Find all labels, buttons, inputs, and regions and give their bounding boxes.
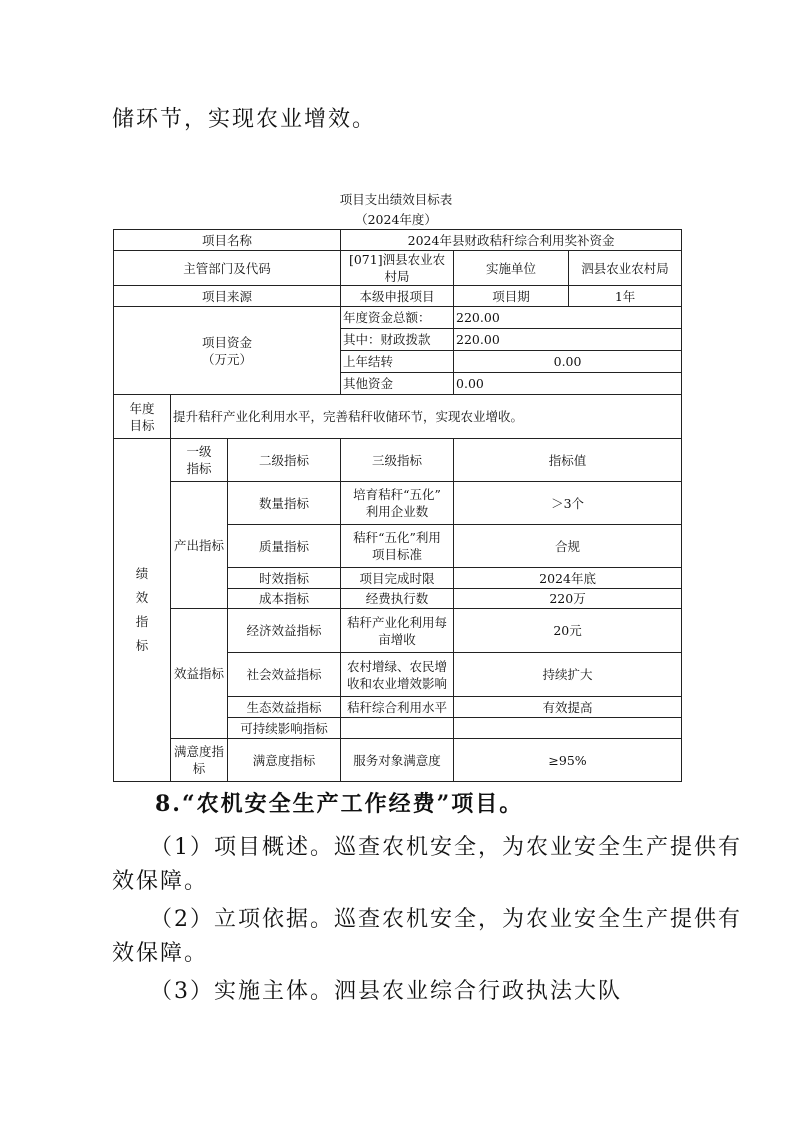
dept-label: 主管部门及代码 xyxy=(114,251,341,286)
table-row xyxy=(114,230,682,251)
fund-item-label: 其他资金 xyxy=(341,373,454,395)
level2-cell: 可持续影响指标 xyxy=(228,718,341,739)
annual-goal-label xyxy=(114,395,171,439)
level3-cell: 项目完成时限 xyxy=(341,568,454,589)
level3-line: 利用企业数 xyxy=(365,504,429,519)
value-cell: 20元 xyxy=(454,609,682,653)
annual-goal-label-line1: 年度 xyxy=(129,400,155,416)
level3-line: 秸秆“五化”利用 xyxy=(353,530,441,545)
header-level2: 二级指标 xyxy=(228,439,341,482)
value-cell: 220万 xyxy=(454,589,682,609)
header-value: 指标值 xyxy=(454,439,682,482)
period-value: 1年 xyxy=(569,286,682,307)
level3-cell: 秸秆综合利用水平 xyxy=(341,697,454,718)
continuation-text: 储环节，实现农业增效。 xyxy=(112,107,377,132)
value-cell: ＞3个 xyxy=(454,482,682,525)
paragraph-line: （1）项目概述。巡查农机安全，为农业安全生产提供有 xyxy=(150,835,742,860)
value-cell: 持续扩大 xyxy=(454,653,682,697)
level3-line: 亩增收 xyxy=(378,631,416,647)
level3-cell xyxy=(341,653,454,697)
funds-label xyxy=(114,307,341,395)
satisfaction-label-line1: 满意度指 xyxy=(173,744,224,759)
annual-goal-text: 提升秸秆产业化利用水平，完善秸秆收储环节，实现农业增收。 xyxy=(171,395,682,439)
level3-line: 培育秸秆“五化” xyxy=(353,487,441,502)
header-level1-line2: 指标 xyxy=(186,461,212,476)
level2-cell: 质量指标 xyxy=(228,525,341,568)
fund-item-label: 上年结转 xyxy=(341,351,454,373)
perf-indicator-label xyxy=(114,439,171,782)
value-cell: 合规 xyxy=(454,525,682,568)
table-row xyxy=(114,286,682,307)
project-name-value: 2024年县财政秸秆综合利用奖补资金 xyxy=(341,230,682,251)
level2-cell: 经济效益指标 xyxy=(228,609,341,653)
satisfaction-label-line2: 标 xyxy=(192,761,206,776)
performance-target-table xyxy=(113,229,682,782)
level3-line: 秸秆产业化利用每 xyxy=(347,614,448,630)
impl-unit-label: 实施单位 xyxy=(454,251,569,286)
table-title: 项目支出绩效目标表 xyxy=(339,192,453,207)
level2-cell: 生态效益指标 xyxy=(228,697,341,718)
source-label: 项目来源 xyxy=(114,286,341,307)
table-row xyxy=(114,739,682,782)
level3-cell xyxy=(341,525,454,568)
table-row xyxy=(114,395,682,439)
fund-item-label: 其中：财政拨款 xyxy=(341,329,454,351)
output-indicator-label: 产出指标 xyxy=(171,482,228,609)
dept-value: [071]泗县农业农村局 xyxy=(341,251,454,286)
fund-item-value: 0.00 xyxy=(454,351,682,373)
table-row xyxy=(114,482,682,525)
level3-cell xyxy=(341,718,454,739)
impl-unit-value: 泗县农业农村局 xyxy=(569,251,682,286)
fund-item-value: 0.00 xyxy=(454,373,682,395)
header-level1 xyxy=(171,439,228,482)
funds-label-line1: 项目资金 xyxy=(202,334,253,350)
level3-cell: 经费执行数 xyxy=(341,589,454,609)
benefit-indicator-label: 效益指标 xyxy=(171,609,228,739)
table-year: （2024年度） xyxy=(355,212,437,227)
level3-line: 项目标准 xyxy=(372,547,423,562)
level2-cell: 时效指标 xyxy=(228,568,341,589)
fund-item-value: 220.00 xyxy=(454,307,682,329)
project-name-label: 项目名称 xyxy=(114,230,341,251)
level2-cell: 社会效益指标 xyxy=(228,653,341,697)
level2-cell: 数量指标 xyxy=(228,482,341,525)
paragraph-line: （2）立项依据。巡查农机安全，为农业安全生产提供有 xyxy=(150,907,742,932)
table-row xyxy=(114,439,682,482)
value-cell xyxy=(454,718,682,739)
table-row xyxy=(114,251,682,286)
satisfaction-indicator-label xyxy=(171,739,228,782)
funds-label-line2: （万元） xyxy=(202,351,253,367)
level3-line: 农村增绿、农民增 xyxy=(347,658,448,674)
period-label: 项目期 xyxy=(454,286,569,307)
level3-line: 收和农业增效影响 xyxy=(347,675,448,691)
annual-goal-label-line2: 目标 xyxy=(129,417,155,433)
table-row xyxy=(114,307,682,329)
header-level3: 三级指标 xyxy=(341,439,454,482)
value-cell: ≥95% xyxy=(454,739,682,782)
level3-cell: 服务对象满意度 xyxy=(341,739,454,782)
section-heading: 8.“农机安全生产工作经费”项目。 xyxy=(155,791,524,817)
header-level1-line1: 一级 xyxy=(186,444,212,459)
value-cell: 2024年底 xyxy=(454,568,682,589)
value-cell: 有效提高 xyxy=(454,697,682,718)
paragraph-line: 效保障。 xyxy=(112,869,209,894)
source-value: 本级申报项目 xyxy=(341,286,454,307)
paragraph-line: （3）实施主体。泗县农业综合行政执法大队 xyxy=(150,979,622,1004)
table-row xyxy=(114,609,682,653)
level3-cell xyxy=(341,482,454,525)
level3-cell xyxy=(341,609,454,653)
perf-indicator-label-text: 绩效指标 xyxy=(135,566,149,653)
fund-item-value: 220.00 xyxy=(454,329,682,351)
paragraph-line: 效保障。 xyxy=(112,941,209,966)
fund-item-label: 年度资金总额： xyxy=(341,307,454,329)
level2-cell: 满意度指标 xyxy=(228,739,341,782)
level2-cell: 成本指标 xyxy=(228,589,341,609)
